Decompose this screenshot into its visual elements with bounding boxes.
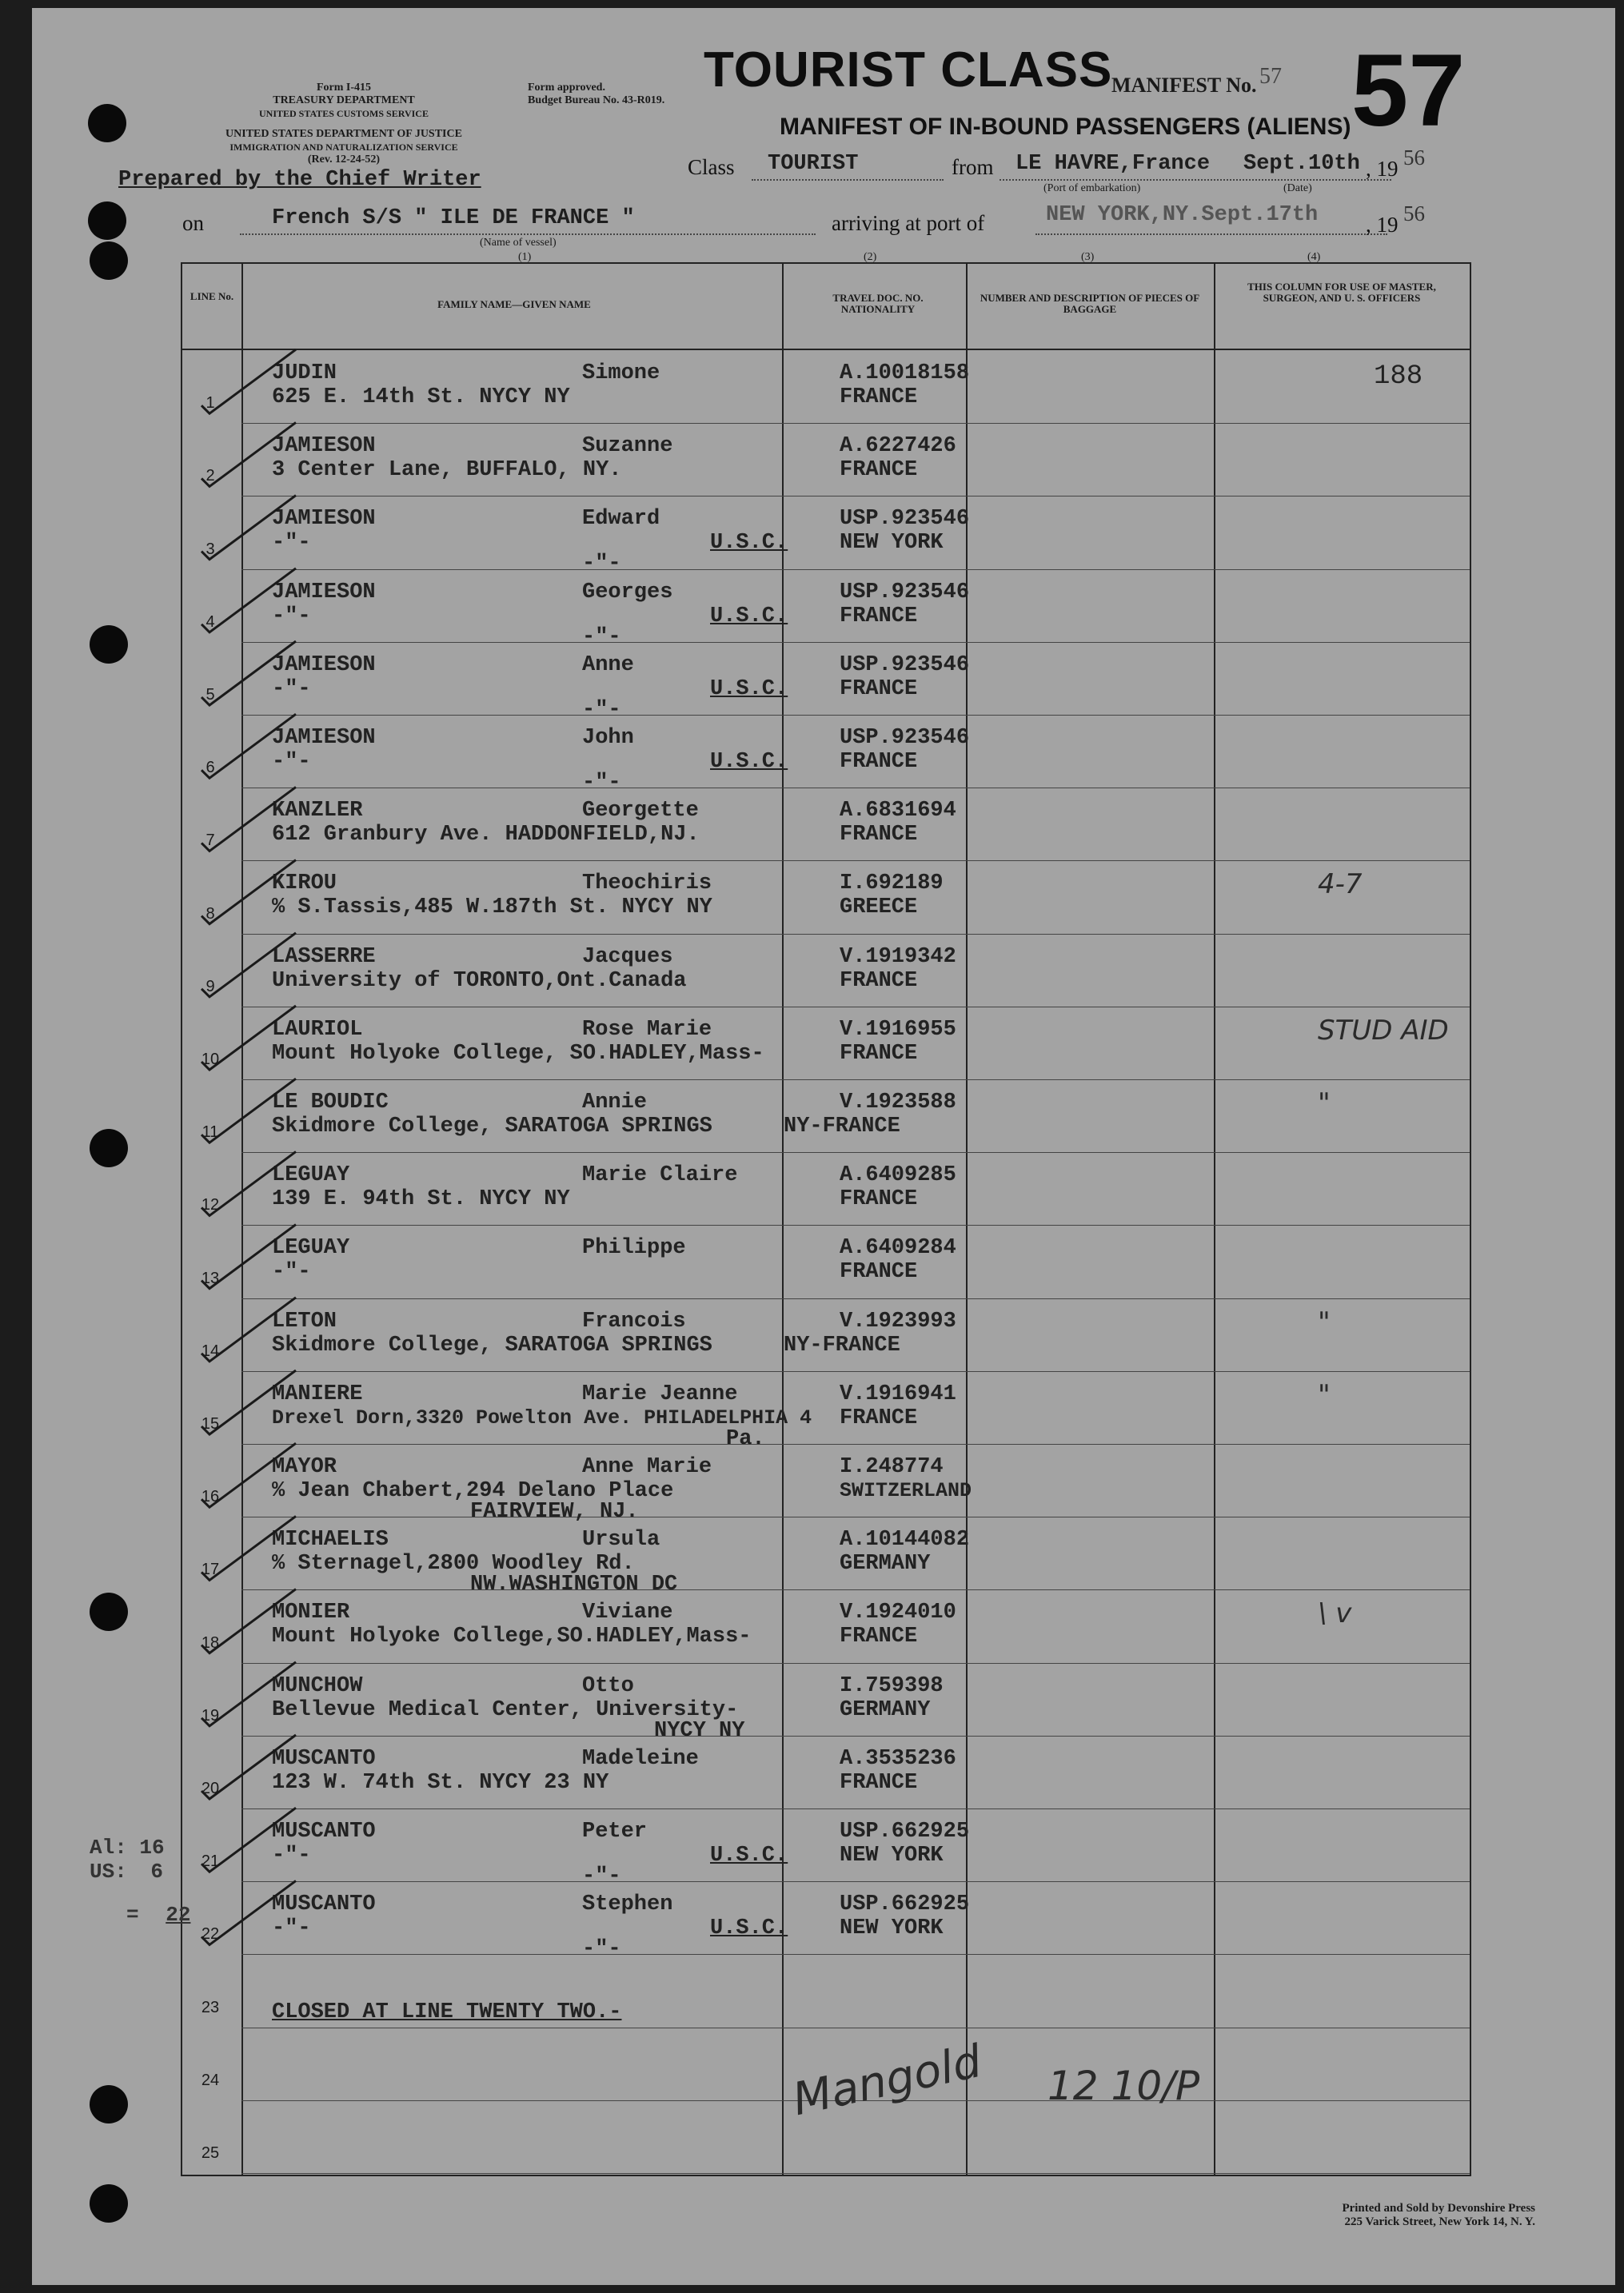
- justice-block: [192, 128, 496, 166]
- line-number: 1: [205, 394, 215, 413]
- nationality: GREECE: [840, 895, 918, 920]
- line-number: 21: [201, 1852, 220, 1871]
- family-name: LEGUAY: [272, 1163, 350, 1188]
- form-number: Form I-415: [316, 82, 372, 94]
- th-travel-doc: TRAVEL DOC. NO. NATIONALITY: [832, 292, 924, 315]
- row-separator: [241, 1298, 1470, 1299]
- address-continued: -"-: [582, 1937, 621, 1962]
- given-name: Suzanne: [582, 434, 673, 459]
- family-name: JAMIESON: [272, 507, 376, 532]
- family-name: MANIERE: [272, 1382, 363, 1406]
- address: Mount Holyoke College,SO.HADLEY,Mass-: [272, 1625, 752, 1649]
- travel-doc-no: I.692189: [840, 871, 944, 896]
- travel-doc-no: V.1919342: [840, 944, 956, 969]
- line-number: 17: [201, 1561, 220, 1579]
- nationality: FRANCE: [840, 458, 918, 483]
- nationality: NEW YORK: [840, 531, 944, 556]
- tourist-class-stamp: TOURIST CLASS: [704, 42, 1113, 98]
- date-caption: (Date): [1283, 182, 1312, 194]
- prepared-by: Prepared by the Chief Writer: [118, 168, 481, 192]
- usc-marker: U.S.C.: [710, 1844, 788, 1868]
- address: -"-: [272, 531, 311, 556]
- address: Mount Holyoke College, SO.HADLEY,Mass-: [272, 1041, 764, 1066]
- nationality: FRANCE: [840, 1406, 918, 1430]
- usc-marker: U.S.C.: [710, 750, 788, 774]
- line-number: 19: [201, 1706, 220, 1725]
- line-number: 2: [205, 467, 215, 485]
- row-separator: [241, 1444, 1470, 1445]
- col4-caption: (4): [1307, 251, 1321, 263]
- usc-marker: U.S.C.: [710, 676, 788, 701]
- closed-note: CLOSED AT LINE TWENTY TWO.-: [272, 2000, 622, 2024]
- address-continued: FAIRVIEW, NJ.: [470, 1500, 639, 1524]
- punch-hole: [90, 2085, 128, 2124]
- col1-caption: (1): [518, 251, 532, 263]
- address: 3 Center Lane, BUFFALO, NY.: [272, 458, 622, 483]
- address: -"-: [272, 1916, 311, 1941]
- time-note: 12 10/P: [1047, 2063, 1200, 2109]
- given-name: Ursula: [582, 1528, 660, 1553]
- class-label: Class: [688, 155, 735, 179]
- vessel-caption: (Name of vessel): [480, 237, 557, 249]
- address-continued: -"-: [582, 624, 621, 649]
- row-separator: [241, 1225, 1470, 1226]
- row-separator: [241, 1589, 1470, 1590]
- nationality: FRANCE: [840, 968, 918, 993]
- nationality: NEW YORK: [840, 1916, 944, 1941]
- officer-note: ": [1318, 1378, 1331, 1411]
- address: Skidmore College, SARATOGA SPRINGS: [272, 1333, 712, 1358]
- line-number: 8: [205, 904, 215, 923]
- printer-line1: Printed and Sold by Devonshire Press: [1342, 2202, 1535, 2215]
- officer-note: \ v: [1318, 1597, 1352, 1630]
- year-2: 56: [1403, 201, 1425, 225]
- officer-note: ": [1318, 1087, 1331, 1119]
- punch-hole: [90, 625, 128, 664]
- address: -"-: [272, 1260, 311, 1285]
- given-name: Annie: [582, 1091, 648, 1115]
- line-number: 6: [205, 759, 215, 777]
- manifest-big-number: 57: [1351, 34, 1466, 148]
- printer-credit: [1342, 2202, 1535, 2229]
- nationality: FRANCE: [840, 1770, 918, 1795]
- row-separator: [241, 1736, 1470, 1737]
- nationality: FRANCE: [840, 1625, 918, 1649]
- travel-doc-no: A.6831694: [840, 799, 956, 823]
- row-separator: [241, 1881, 1470, 1882]
- address-continued: Pa.: [726, 1426, 765, 1451]
- nationality: SWITZERLAND: [840, 1479, 972, 1502]
- family-name: MUSCANTO: [272, 1820, 376, 1844]
- travel-doc-no: A.10144082: [840, 1528, 970, 1553]
- given-name: Philippe: [582, 1236, 686, 1261]
- family-name: LEGUAY: [272, 1236, 350, 1261]
- line-number: 4: [205, 612, 215, 631]
- class-underline: [752, 179, 944, 181]
- address: 625 E. 14th St. NYCY NY: [272, 385, 570, 409]
- row-separator: [241, 1079, 1470, 1080]
- address: University of TORONTO,Ont.Canada: [272, 968, 687, 993]
- form-id-block: [240, 82, 448, 120]
- nationality: FRANCE: [840, 1260, 918, 1285]
- given-name: Marie Jeanne: [582, 1382, 738, 1406]
- usc-marker: U.S.C.: [710, 1916, 788, 1941]
- embark-port: LE HAVRE,France: [1015, 152, 1211, 176]
- family-name: KIROU: [272, 871, 337, 896]
- form-approved: Form approved.: [528, 82, 605, 94]
- address: % S.Tassis,485 W.187th St. NYCY NY: [272, 895, 712, 920]
- family-name: MAYOR: [272, 1455, 337, 1479]
- col3-caption: (3): [1081, 251, 1095, 263]
- address: % Sternagel,2800 Woodley Rd.: [272, 1552, 635, 1577]
- arrival-underline: [1035, 233, 1387, 235]
- tally-us-value: 6: [150, 1860, 164, 1884]
- nationality: FRANCE: [840, 604, 918, 628]
- given-name: Georgette: [582, 799, 699, 823]
- given-name: Theochiris: [582, 871, 712, 896]
- punch-hole: [88, 201, 126, 240]
- travel-doc-no: I.759398: [840, 1673, 944, 1698]
- printer-line2: 225 Varick Street, New York 14, N. Y.: [1344, 2215, 1535, 2228]
- family-name: MONIER: [272, 1601, 350, 1625]
- given-name: Francois: [582, 1309, 686, 1334]
- line-number: 16: [201, 1488, 220, 1506]
- family-name: JAMIESON: [272, 652, 376, 677]
- family-name: LE BOUDIC: [272, 1091, 389, 1115]
- address-continued: -"-: [582, 771, 621, 795]
- officer-note: STUD AID: [1318, 1014, 1449, 1047]
- line-number: 12: [201, 1196, 220, 1214]
- address-continued: -"-: [582, 552, 621, 576]
- nationality: FRANCE: [840, 1187, 918, 1212]
- header-divider: [182, 349, 1470, 350]
- travel-doc-no: A.6227426: [840, 434, 956, 459]
- line-number: 15: [201, 1415, 220, 1433]
- col2-caption: (2): [864, 251, 877, 263]
- row-separator: [241, 423, 1470, 424]
- address: 123 W. 74th St. NYCY 23 NY: [272, 1770, 609, 1795]
- family-name: MUSCANTO: [272, 1892, 376, 1917]
- nationality: FRANCE: [840, 1041, 918, 1066]
- travel-doc-no: I.248774: [840, 1455, 944, 1479]
- travel-doc-no: USP.923546: [840, 726, 970, 750]
- officer-note: 188: [1374, 361, 1423, 392]
- port-embark-caption: (Port of embarkation): [1043, 182, 1141, 194]
- tally-us-label: US:: [90, 1860, 127, 1884]
- address-continued: NYCY NY: [654, 1718, 745, 1743]
- col-divider: [241, 264, 243, 2175]
- arrival-port: NEW YORK,NY.Sept.17th: [1046, 203, 1319, 227]
- from-label: from: [952, 155, 994, 179]
- travel-doc-no: USP.662925: [840, 1892, 970, 1917]
- family-name: JAMIESON: [272, 434, 376, 459]
- row-separator: [241, 715, 1470, 716]
- vessel-name: French S/S " ILE DE FRANCE ": [272, 206, 635, 230]
- family-name: LASSERRE: [272, 944, 376, 969]
- nationality: NEW YORK: [840, 1844, 944, 1868]
- th-baggage: NUMBER AND DESCRIPTION OF PIECES OF BAGGAGE: [980, 292, 1200, 315]
- passenger-table: [181, 262, 1471, 2176]
- officer-note: 4-7: [1318, 868, 1363, 901]
- row-separator: [241, 1954, 1470, 1955]
- given-name: Madeleine: [582, 1746, 699, 1771]
- given-name: Stephen: [582, 1892, 673, 1917]
- travel-doc-no: USP.923546: [840, 580, 970, 604]
- arriving-label: arriving at port of: [832, 211, 985, 235]
- tally-total: [126, 1903, 190, 1927]
- tally-al-value: 16: [139, 1836, 165, 1860]
- tally-total-value: 22: [166, 1903, 191, 1927]
- col-divider: [966, 264, 968, 2175]
- line-number: 3: [205, 540, 215, 558]
- official-signature: Mangold: [788, 2035, 987, 2127]
- row-separator: [241, 1371, 1470, 1372]
- line-number: 25: [201, 2144, 220, 2162]
- address: -"-: [272, 676, 311, 701]
- from-underline: [1000, 179, 1391, 181]
- year-prefix-2: , 19: [1366, 213, 1399, 237]
- customs-service: UNITED STATES CUSTOMS SERVICE: [259, 108, 429, 119]
- row-separator: [241, 934, 1470, 935]
- travel-doc-no: A.3535236: [840, 1746, 956, 1771]
- family-name: JUDIN: [272, 361, 337, 385]
- address: -"-: [272, 1844, 311, 1868]
- address: -"-: [272, 604, 311, 628]
- family-name: KANZLER: [272, 799, 363, 823]
- line-number: 10: [201, 1051, 220, 1068]
- travel-doc-no: V.1916941: [840, 1382, 956, 1406]
- budget-bureau: Budget Bureau No. 43-R019.: [528, 94, 665, 106]
- address: Bellevue Medical Center, University-: [272, 1697, 739, 1722]
- line-number: 5: [205, 686, 215, 704]
- family-name: LAURIOL: [272, 1017, 363, 1042]
- nationality: FRANCE: [840, 750, 918, 774]
- treasury-dept: TREASURY DEPARTMENT: [273, 94, 415, 106]
- line-number: 22: [201, 1925, 220, 1944]
- line-number: 9: [205, 977, 215, 995]
- punch-hole: [90, 1129, 128, 1167]
- line-number: 14: [201, 1342, 220, 1360]
- given-name: Simone: [582, 361, 660, 385]
- travel-doc-no: USP.662925: [840, 1820, 970, 1844]
- nationality: GERMANY: [840, 1697, 931, 1722]
- line-number: 23: [201, 1998, 220, 2016]
- given-name: Otto: [582, 1673, 634, 1698]
- nationality: FRANCE: [840, 676, 918, 701]
- row-separator: [241, 1808, 1470, 1809]
- officer-note: ": [1318, 1306, 1331, 1338]
- ins-service: IMMIGRATION AND NATURALIZATION SERVICE: [229, 142, 458, 153]
- travel-doc-no: V.1923993: [840, 1309, 956, 1334]
- row-separator: [241, 1152, 1470, 1153]
- punch-hole: [88, 104, 126, 142]
- row-separator: [241, 860, 1470, 861]
- travel-doc-no: V.1923588: [840, 1091, 956, 1115]
- row-separator: [241, 2173, 1470, 2174]
- class-value: TOURIST: [768, 152, 859, 176]
- address: -"-: [272, 750, 311, 774]
- travel-doc-no: USP.923546: [840, 652, 970, 677]
- manifest-no-label: MANIFEST No.: [1111, 74, 1257, 97]
- nationality: NY-FRANCE: [784, 1115, 900, 1139]
- travel-doc-no: A.6409285: [840, 1163, 956, 1188]
- depart-date: Sept.10th: [1243, 152, 1360, 176]
- manifest-page: [32, 8, 1615, 2285]
- tally-us: [90, 1860, 163, 1884]
- given-name: Marie Claire: [582, 1163, 738, 1188]
- th-line-no: LINE No.: [190, 290, 234, 302]
- given-name: Jacques: [582, 944, 673, 969]
- manifest-title: MANIFEST OF IN-BOUND PASSENGERS (ALIENS): [780, 114, 1351, 140]
- justice-dept: UNITED STATES DEPARTMENT OF JUSTICE: [225, 128, 462, 140]
- row-separator: [241, 642, 1470, 643]
- travel-doc-no: V.1924010: [840, 1601, 956, 1625]
- given-name: Viviane: [582, 1601, 673, 1625]
- given-name: John: [582, 726, 634, 750]
- manifest-no-value: 57: [1259, 64, 1282, 89]
- vessel-underline: [240, 233, 816, 235]
- punch-hole: [90, 1593, 128, 1631]
- tally-total-label: =: [126, 1903, 139, 1927]
- approval-block: [528, 82, 720, 107]
- family-name: MUNCHOW: [272, 1673, 363, 1698]
- given-name: Georges: [582, 580, 673, 604]
- address-continued: -"-: [582, 697, 621, 722]
- given-name: Peter: [582, 1820, 648, 1844]
- punch-hole: [90, 241, 128, 280]
- nationality: NY-FRANCE: [784, 1333, 900, 1358]
- punch-hole: [90, 2184, 128, 2223]
- family-name: MICHAELIS: [272, 1528, 389, 1553]
- travel-doc-no: V.1916955: [840, 1017, 956, 1042]
- usc-marker: U.S.C.: [710, 531, 788, 556]
- row-separator: [241, 1663, 1470, 1664]
- nationality: FRANCE: [840, 385, 918, 409]
- year-prefix-1: , 19: [1366, 157, 1399, 181]
- line-number: 18: [201, 1633, 220, 1652]
- family-name: LETON: [272, 1309, 337, 1334]
- tally-al-label: Al:: [90, 1836, 127, 1860]
- nationality: GERMANY: [840, 1552, 931, 1577]
- family-name: JAMIESON: [272, 580, 376, 604]
- address: Skidmore College, SARATOGA SPRINGS: [272, 1115, 712, 1139]
- travel-doc-no: A.6409284: [840, 1236, 956, 1261]
- line-number: 24: [201, 2071, 220, 2089]
- address: % Jean Chabert,294 Delano Place: [272, 1479, 674, 1503]
- family-name: JAMIESON: [272, 726, 376, 750]
- th-name: FAMILY NAME—GIVEN NAME: [437, 298, 591, 310]
- usc-marker: U.S.C.: [710, 604, 788, 628]
- given-name: Anne Marie: [582, 1455, 712, 1479]
- address: 139 E. 94th St. NYCY NY: [272, 1187, 570, 1212]
- given-name: Edward: [582, 507, 660, 532]
- row-separator: [241, 569, 1470, 570]
- travel-doc-no: USP.923546: [840, 507, 970, 532]
- travel-doc-no: A.10018158: [840, 361, 970, 385]
- on-label: on: [182, 211, 204, 235]
- address-continued: -"-: [582, 1864, 621, 1888]
- address: 612 Granbury Ave. HADDONFIELD,NJ.: [272, 823, 700, 847]
- year-1: 56: [1403, 146, 1425, 169]
- line-number: 11: [202, 1123, 219, 1142]
- nationality: FRANCE: [840, 823, 918, 847]
- col-divider: [1214, 264, 1215, 2175]
- tally-aliens: [90, 1836, 165, 1860]
- address-continued: NW.WASHINGTON DC: [470, 1573, 678, 1597]
- family-name: MUSCANTO: [272, 1746, 376, 1771]
- line-number: 20: [201, 1780, 220, 1797]
- line-number: 7: [205, 831, 215, 850]
- revision: (Rev. 12-24-52): [307, 154, 381, 165]
- given-name: Anne: [582, 652, 634, 677]
- th-officers: THIS COLUMN FOR USE OF MASTER, SURGEON, AND U. S. OFFICERS: [1247, 281, 1436, 304]
- given-name: Rose Marie: [582, 1017, 712, 1042]
- line-number: 13: [201, 1269, 220, 1287]
- address: Drexel Dorn,3320 Powelton Ave. PHILADELPHIA 4: [272, 1406, 812, 1430]
